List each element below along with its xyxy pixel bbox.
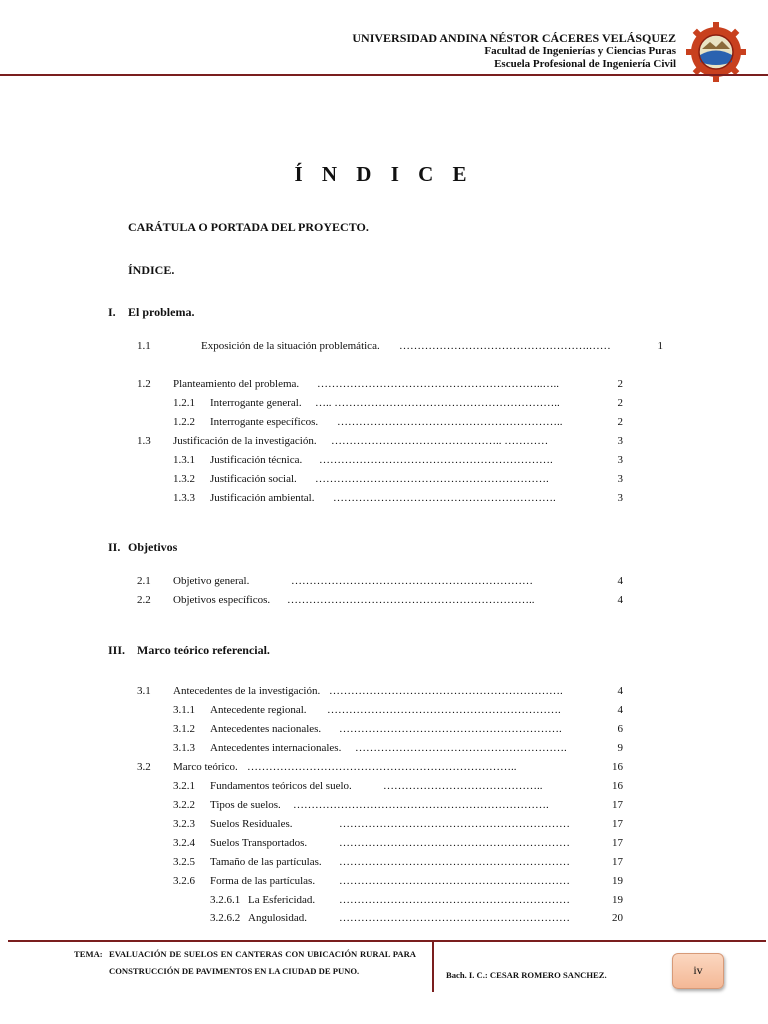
- toc-entry: [137, 433, 637, 449]
- toc-label: La Esfericidad.: [248, 894, 316, 906]
- toc-entry: [173, 740, 637, 756]
- toc-leader: ……………………………………….. …………: [331, 435, 549, 447]
- footer-author: Bach. I. C.: CESAR ROMERO SANCHEZ.: [446, 970, 607, 980]
- toc-page: 16: [612, 780, 623, 792]
- toc-leader: …………………………………………….……: [399, 340, 611, 352]
- toc-label: Suelos Residuales.: [210, 818, 293, 830]
- toc-label: Planteamiento del problema.: [173, 378, 300, 390]
- toc-number: 3.1.3: [173, 742, 195, 754]
- toc-leader: …………………………………………………….: [333, 492, 556, 504]
- toc-page: 16: [612, 761, 623, 773]
- toc-leader: ……………………………………..: [383, 780, 543, 792]
- school-name: Escuela Profesional de Ingeniería Civil: [494, 58, 676, 70]
- toc-number: 3.2.6.2: [210, 912, 241, 924]
- toc-number: 3.2: [137, 761, 151, 773]
- toc-label: Tamaño de las partículas.: [210, 856, 322, 868]
- toc-number: 3.2.5: [173, 856, 195, 868]
- university-logo-icon: [686, 22, 746, 82]
- page-number-badge: iv: [672, 953, 724, 989]
- toc-number: 1.1: [137, 340, 151, 352]
- toc-label: Forma de las partículas.: [210, 875, 316, 887]
- toc-entry: [137, 683, 637, 699]
- toc-leader: ……………………………………………………..…..: [317, 378, 559, 390]
- toc-entry: [173, 395, 637, 411]
- toc-page: 17: [612, 818, 623, 830]
- toc-leader: ………………………………………………………: [339, 856, 570, 868]
- toc-entry: [137, 376, 637, 392]
- toc-entry: [173, 854, 637, 870]
- toc-label: Exposición de la situación problemática.: [201, 340, 380, 352]
- toc-number: 2.1: [137, 575, 151, 587]
- toc-page: 17: [612, 837, 623, 849]
- indice-heading: ÍNDICE.: [128, 263, 175, 277]
- caratula-heading: CARÁTULA O PORTADA DEL PROYECTO.: [128, 220, 369, 234]
- toc-page: 1: [657, 340, 663, 352]
- toc-number: 1.3.1: [173, 454, 195, 466]
- header-divider: [0, 74, 768, 76]
- toc-label: Justificación ambiental.: [210, 492, 315, 504]
- toc-leader: ……………………………………………………..: [337, 416, 563, 428]
- footer-divider: [8, 940, 766, 942]
- toc-number: 3.1.2: [173, 723, 195, 735]
- toc-leader: ………………………………………………………: [339, 912, 570, 924]
- toc-page: 2: [617, 378, 623, 390]
- toc-number: 3.2.3: [173, 818, 195, 830]
- toc-entry: [173, 452, 637, 468]
- toc-entry: [173, 471, 637, 487]
- topic-text: EVALUACIÓN DE SUELOS EN CANTERAS CON UBICACIÓN RURAL PARA CONSTRUCCIÓN DE PAVIMENTOS EN LA CIUDAD DE PUNO.: [109, 949, 416, 976]
- toc-page: 4: [617, 594, 623, 606]
- toc-leader: …………………………………………………………..: [287, 594, 535, 606]
- toc-leader: ………………………………………………………: [339, 875, 570, 887]
- toc-number: 1.2.2: [173, 416, 195, 428]
- toc-number: 3.1: [137, 685, 151, 697]
- toc-page: 19: [612, 894, 623, 906]
- toc-leader: ….. ……………………………………………………..: [315, 397, 560, 409]
- toc-number: 1.3.3: [173, 492, 195, 504]
- toc-number: 1.2: [137, 378, 151, 390]
- toc-entry: [137, 573, 637, 589]
- toc-label: Tipos de suelos.: [210, 799, 281, 811]
- toc-entry: [137, 338, 677, 354]
- toc-label: Suelos Transportados.: [210, 837, 308, 849]
- university-name: UNIVERSIDAD ANDINA NÉSTOR CÁCERES VELÁSQUEZ: [352, 31, 676, 45]
- section-title: El problema.: [128, 305, 195, 319]
- toc-label: Marco teórico.: [173, 761, 238, 773]
- toc-label: Angulosidad.: [248, 912, 307, 924]
- toc-page: 4: [617, 685, 623, 697]
- toc-page: 2: [617, 416, 623, 428]
- toc-label: Antecedentes internacionales.: [210, 742, 342, 754]
- header-text-block: [352, 32, 676, 71]
- toc-page: 2: [617, 397, 623, 409]
- toc-label: Justificación de la investigación.: [173, 435, 317, 447]
- section-number: II.: [108, 540, 121, 554]
- toc-number: 3.2.1: [173, 780, 195, 792]
- toc-label: Justificación social.: [210, 473, 297, 485]
- toc-entry: [173, 816, 637, 832]
- toc-number: 3.1.1: [173, 704, 195, 716]
- toc-number: 1.3.2: [173, 473, 195, 485]
- toc-number: 1.2.1: [173, 397, 195, 409]
- toc-label: Interrogante general.: [210, 397, 302, 409]
- toc-leader: ……………………………………………………….: [329, 685, 563, 697]
- toc-entry: [173, 778, 637, 794]
- toc-page: 4: [617, 575, 623, 587]
- toc-page: 9: [617, 742, 623, 754]
- toc-entry: [173, 797, 637, 813]
- toc-number: 3.2.4: [173, 837, 195, 849]
- toc-page: 17: [612, 856, 623, 868]
- section-number: III.: [108, 643, 126, 657]
- toc-entry: [173, 490, 637, 506]
- toc-label: Justificación técnica.: [210, 454, 303, 466]
- footer-vertical-divider: [432, 942, 434, 992]
- footer-topic: [74, 946, 416, 980]
- toc-entry: [210, 892, 637, 908]
- toc-entry: [173, 721, 637, 737]
- toc-leader: ……………………………………………………….: [315, 473, 549, 485]
- section-title: Objetivos: [128, 540, 178, 554]
- toc-number: 3.2.2: [173, 799, 195, 811]
- toc-leader: …………………………………………………………….: [293, 799, 549, 811]
- toc-label: Interrogante específicos.: [210, 416, 319, 428]
- toc-leader: ……………………………………………………….: [319, 454, 553, 466]
- toc-entry: [173, 835, 637, 851]
- toc-page: 6: [617, 723, 623, 735]
- toc-label: Antecedentes nacionales.: [210, 723, 322, 735]
- toc-leader: ……………………………………………………….: [327, 704, 561, 716]
- toc-leader: ………………………………………………………: [339, 894, 570, 906]
- toc-leader: …………………………………………………….: [339, 723, 562, 735]
- toc-leader: ………………………………………………………: [339, 818, 570, 830]
- toc-label: Objetivos específicos.: [173, 594, 271, 606]
- toc-entry: [173, 873, 637, 889]
- page-title: Í N D I C E: [294, 162, 474, 186]
- toc-page: 3: [617, 454, 623, 466]
- toc-page: 4: [617, 704, 623, 716]
- toc-leader: ………………………………………………………………..: [247, 761, 517, 773]
- toc-entry: [210, 910, 637, 926]
- faculty-name: Facultad de Ingenierías y Ciencias Puras: [484, 45, 676, 57]
- toc-label: Fundamentos teóricos del suelo.: [210, 780, 352, 792]
- toc-entry: [173, 702, 637, 718]
- toc-page: 3: [617, 435, 623, 447]
- toc-entry: [137, 759, 637, 775]
- section-number: I.: [108, 305, 116, 319]
- toc-leader: ………………………………………………….: [355, 742, 567, 754]
- toc-label: Objetivo general.: [173, 575, 250, 587]
- toc-number: 3.2.6.1: [210, 894, 241, 906]
- toc-page: 20: [612, 912, 623, 924]
- toc-label: Antecedente regional.: [210, 704, 307, 716]
- toc-entry: [137, 592, 637, 608]
- toc-page: 3: [617, 492, 623, 504]
- toc-number: 3.2.6: [173, 875, 195, 887]
- topic-label: TEMA:: [74, 949, 103, 959]
- toc-number: 2.2: [137, 594, 151, 606]
- toc-entry: [173, 414, 637, 430]
- section-title: Marco teórico referencial.: [137, 643, 270, 657]
- toc-page: 17: [612, 799, 623, 811]
- toc-number: 1.3: [137, 435, 151, 447]
- toc-leader: ………………………………………………………: [339, 837, 570, 849]
- toc-page: 19: [612, 875, 623, 887]
- toc-label: Antecedentes de la investigación.: [173, 685, 321, 697]
- toc-page: 3: [617, 473, 623, 485]
- toc-leader: …………………………………………………………: [291, 575, 533, 587]
